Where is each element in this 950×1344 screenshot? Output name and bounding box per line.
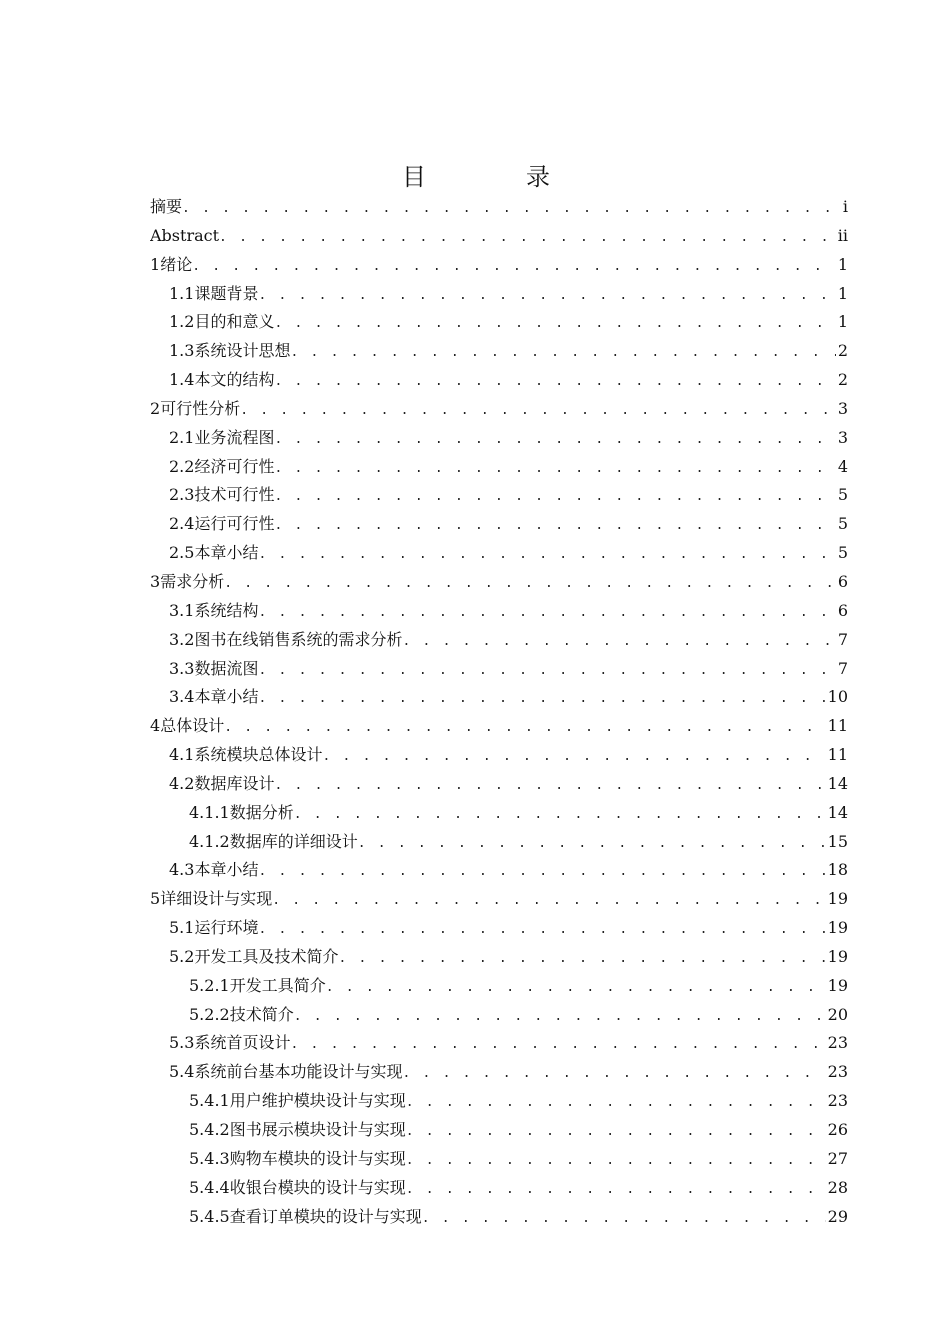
- toc-entry[interactable]: [150, 597, 848, 626]
- toc-entry-page: 6: [837, 600, 848, 620]
- toc-entry-page: 14: [827, 802, 848, 822]
- toc-entry[interactable]: [150, 193, 848, 222]
- toc-dot-leader: [274, 483, 835, 510]
- toc-entry-number: 5.4: [169, 1062, 195, 1082]
- toc-entry-label: 本章小结: [194, 687, 259, 707]
- toc-entry-label: 运行环境: [194, 918, 259, 938]
- toc-entry-page: 5: [837, 485, 848, 505]
- toc-entry[interactable]: [150, 1203, 848, 1232]
- toc-entry-label: 收银台模块的设计与实现: [229, 1177, 406, 1197]
- toc-dot-leader: [258, 541, 835, 568]
- table-of-contents: [150, 193, 848, 1231]
- toc-entry-page: 26: [827, 1120, 848, 1139]
- toc-entry[interactable]: [150, 510, 848, 539]
- toc-entry-label: 开发工具及技术简介: [194, 946, 339, 966]
- toc-entry-page: 19: [827, 918, 848, 938]
- toc-entry[interactable]: [150, 251, 848, 280]
- toc-entry[interactable]: [150, 366, 848, 395]
- toc-dot-leader: [192, 253, 836, 280]
- toc-entry-page: 14: [827, 773, 848, 793]
- toc-dot-leader: [290, 339, 835, 366]
- toc-dot-leader: [338, 945, 825, 972]
- toc-entry[interactable]: [150, 1145, 848, 1174]
- toc-entry-label: 运行可行性: [194, 514, 275, 534]
- toc-entry[interactable]: [150, 424, 848, 453]
- toc-entry-number: 5.4.1: [189, 1091, 230, 1111]
- toc-entry-page: 1: [837, 283, 848, 303]
- toc-dot-leader: [258, 858, 825, 885]
- toc-dot-leader: [406, 1147, 826, 1174]
- toc-entry-label: 技术简介: [229, 1004, 294, 1024]
- toc-dot-leader: [274, 512, 835, 539]
- toc-entry[interactable]: [150, 655, 848, 684]
- toc-entry-label: 系统首页设计: [194, 1033, 291, 1053]
- toc-dot-leader: [322, 743, 825, 770]
- toc-dot-leader: [358, 830, 826, 857]
- toc-entry-page: 11: [827, 745, 848, 765]
- toc-entry-page: 19: [827, 975, 848, 995]
- toc-entry-page: 7: [837, 629, 848, 649]
- toc-entry-label: 本章小结: [194, 860, 259, 880]
- toc-entry-number: 5.2.2: [189, 1004, 230, 1024]
- toc-entry-page: 3: [837, 427, 848, 447]
- toc-entry[interactable]: [150, 222, 848, 251]
- toc-entry-number: 5.4.5: [189, 1206, 230, 1226]
- toc-dot-leader: [258, 657, 835, 684]
- toc-entry-number: 4.2: [169, 773, 195, 793]
- toc-entry[interactable]: [150, 453, 848, 482]
- toc-dot-leader: [224, 570, 836, 597]
- toc-dot-leader: [274, 368, 835, 395]
- toc-entry-page: 3: [837, 398, 848, 418]
- toc-entry-page: ii: [837, 225, 848, 245]
- toc-entry[interactable]: [150, 914, 848, 943]
- toc-entry-label: 系统设计思想: [194, 341, 291, 361]
- toc-dot-leader: [402, 628, 835, 655]
- toc-entry-label: 摘要: [150, 197, 183, 216]
- toc-entry-page: 29: [827, 1206, 848, 1226]
- toc-entry-label: 数据库的详细设计: [229, 831, 358, 851]
- toc-entry-label: 业务流程图: [194, 427, 275, 447]
- toc-entry-page: 10: [827, 687, 848, 707]
- toc-dot-leader: [274, 426, 835, 453]
- toc-entry-page: 2: [837, 370, 848, 390]
- toc-dot-leader: [402, 1060, 825, 1087]
- toc-entry-label: 技术可行性: [194, 485, 275, 505]
- toc-dot-leader: [422, 1205, 826, 1232]
- toc-entry-page: 7: [837, 658, 848, 678]
- toc-entry-number: 3.3: [169, 658, 195, 678]
- toc-entry-label: Abstract: [150, 225, 220, 245]
- toc-dot-leader: [290, 1031, 825, 1058]
- toc-dot-leader: [182, 195, 841, 222]
- toc-entry[interactable]: [150, 683, 848, 712]
- toc-entry-label: 数据分析: [229, 802, 294, 822]
- toc-dot-leader: [326, 974, 826, 1001]
- toc-entry-label: 目的和意义: [194, 312, 275, 332]
- toc-entry-label: 查看订单模块的设计与实现: [229, 1206, 422, 1226]
- toc-entry[interactable]: [150, 481, 848, 510]
- toc-entry-page: 28: [827, 1177, 848, 1197]
- toc-entry[interactable]: [150, 828, 848, 857]
- toc-entry-label: 本章小结: [194, 543, 259, 563]
- toc-entry-label: 总体设计: [160, 716, 225, 736]
- toc-dot-leader: [258, 599, 835, 626]
- toc-dot-leader: [294, 1003, 826, 1030]
- toc-entry[interactable]: [150, 1001, 848, 1030]
- toc-dot-leader: [258, 282, 835, 309]
- toc-entry-number: 2.3: [169, 485, 195, 505]
- toc-entry-label: 经济可行性: [194, 456, 275, 476]
- toc-entry-page: 18: [827, 860, 848, 880]
- toc-entry-label: 图书在线销售系统的需求分析: [194, 629, 403, 649]
- toc-entry-number: 5.2: [169, 946, 195, 966]
- toc-entry-label: 本文的结构: [194, 370, 275, 390]
- toc-entry[interactable]: [150, 1058, 848, 1087]
- toc-entry[interactable]: [150, 568, 848, 597]
- toc-entry[interactable]: [150, 1087, 848, 1116]
- toc-entry[interactable]: [150, 308, 848, 337]
- toc-entry-number: 5.4.4: [189, 1177, 230, 1197]
- toc-entry-number: 3: [150, 571, 161, 591]
- toc-entry-label: 绪论: [160, 254, 193, 274]
- toc-entry-label: 系统结构: [194, 600, 259, 620]
- toc-entry-number: 1.1: [169, 283, 195, 303]
- toc-entry-page: 5: [837, 543, 848, 563]
- toc-entry-page: 15: [827, 831, 848, 851]
- toc-entry-number: 3.1: [169, 600, 195, 620]
- toc-entry-label: 需求分析: [160, 571, 225, 591]
- toc-entry-label: 数据流图: [194, 658, 259, 678]
- toc-entry-number: 2: [150, 398, 161, 418]
- toc-entry-label: 系统前台基本功能设计与实现: [194, 1062, 403, 1082]
- toc-entry-page: 19: [827, 946, 848, 966]
- toc-dot-leader: [294, 801, 826, 828]
- toc-entry[interactable]: [150, 337, 848, 366]
- toc-dot-leader: [258, 685, 825, 712]
- toc-entry-number: 4.1.2: [189, 831, 230, 851]
- toc-entry-number: 3.2: [169, 629, 195, 649]
- toc-entry-number: 5.3: [169, 1033, 195, 1053]
- toc-dot-leader: [272, 887, 825, 914]
- toc-entry-page: 2: [837, 341, 848, 361]
- toc-entry-page: 20: [827, 1004, 848, 1024]
- toc-entry[interactable]: [150, 885, 848, 914]
- toc-entry-number: 1.2: [169, 312, 195, 332]
- toc-entry-number: 4.1: [169, 745, 195, 765]
- toc-entry-page: 19: [827, 889, 848, 909]
- toc-entry-label: 用户维护模块设计与实现: [229, 1091, 406, 1111]
- toc-entry-label: 课题背景: [194, 283, 259, 303]
- toc-entry-number: 5.4.3: [189, 1148, 230, 1168]
- toc-entry[interactable]: [150, 972, 848, 1001]
- toc-entry[interactable]: [150, 626, 848, 655]
- toc-entry-number: 5: [150, 889, 161, 909]
- toc-entry[interactable]: [150, 1174, 848, 1203]
- toc-entry-number: 1.4: [169, 370, 195, 390]
- toc-entry[interactable]: [150, 799, 848, 828]
- toc-entry-page: 27: [827, 1148, 848, 1168]
- toc-entry-number: 2.5: [169, 543, 195, 563]
- toc-dot-leader: [406, 1176, 826, 1203]
- toc-entry-label: 系统模块总体设计: [194, 745, 323, 765]
- toc-entry-number: 5.1: [169, 918, 195, 938]
- toc-entry[interactable]: [150, 770, 848, 799]
- toc-dot-leader: [224, 714, 825, 741]
- toc-entry[interactable]: [150, 712, 848, 741]
- toc-dot-leader: [274, 772, 825, 799]
- toc-entry-label: 详细设计与实现: [160, 889, 273, 909]
- toc-entry-number: 1: [150, 254, 161, 274]
- toc-entry-number: 1.3: [169, 341, 195, 361]
- toc-entry-page: 1: [837, 312, 848, 332]
- toc-entry-number: 4.1.1: [189, 802, 230, 822]
- toc-dot-leader: [274, 455, 835, 482]
- toc-entry-label: 购物车模块的设计与实现: [229, 1148, 406, 1168]
- toc-entry-page: 1: [837, 254, 848, 274]
- toc-entry-number: 4.3: [169, 860, 195, 880]
- toc-entry[interactable]: [150, 539, 848, 568]
- toc-entry-number: 2.1: [169, 427, 195, 447]
- toc-entry[interactable]: [150, 856, 848, 885]
- toc-entry-number: 5.4.2: [189, 1120, 230, 1139]
- toc-dot-leader: [240, 397, 836, 424]
- toc-entry-page: 23: [827, 1091, 848, 1111]
- toc-entry-page: 4: [837, 456, 848, 476]
- toc-entry-number: 5.2.1: [189, 975, 230, 995]
- toc-dot-leader: [406, 1118, 826, 1145]
- toc-entry[interactable]: [150, 741, 848, 770]
- toc-dot-leader: [258, 916, 825, 943]
- toc-title: 目 录: [402, 163, 588, 191]
- toc-dot-leader: [274, 310, 835, 337]
- toc-entry-number: 3.4: [169, 687, 195, 707]
- toc-entry-page: 5: [837, 514, 848, 534]
- toc-entry-label: 可行性分析: [160, 398, 241, 418]
- toc-entry-number: 2.2: [169, 456, 195, 476]
- toc-entry-page: 6: [837, 571, 848, 591]
- toc-dot-leader: [406, 1089, 826, 1116]
- toc-entry-number: 4: [150, 716, 161, 736]
- toc-entry-page: 23: [827, 1033, 848, 1053]
- toc-entry[interactable]: [150, 1116, 848, 1145]
- toc-dot-leader: [219, 224, 836, 251]
- toc-entry-label: 开发工具简介: [229, 975, 326, 995]
- toc-entry[interactable]: [150, 395, 848, 424]
- toc-entry-page: i: [842, 197, 848, 216]
- toc-entry-label: 图书展示模块设计与实现: [229, 1120, 406, 1139]
- toc-entry-page: 11: [827, 716, 848, 736]
- toc-entry[interactable]: [150, 1029, 848, 1058]
- toc-entry-number: 2.4: [169, 514, 195, 534]
- toc-entry[interactable]: [150, 280, 848, 309]
- toc-entry[interactable]: [150, 943, 848, 972]
- toc-entry-page: 23: [827, 1062, 848, 1082]
- toc-entry-label: 数据库设计: [194, 773, 275, 793]
